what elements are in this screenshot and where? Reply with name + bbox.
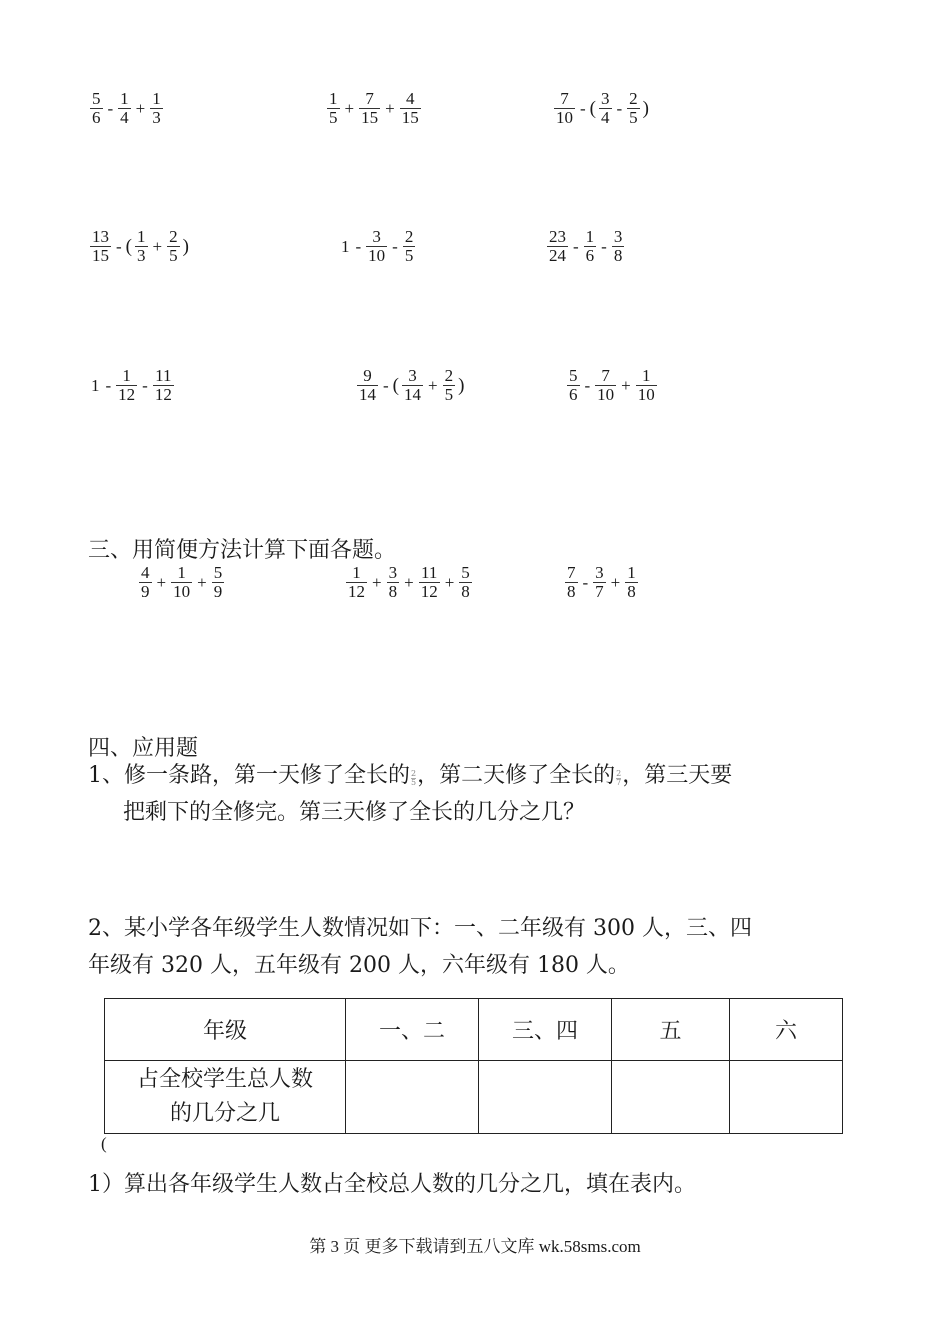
exercise-r1c1 (88, 90, 165, 127)
fraction-denominator: 5 (444, 385, 454, 404)
question-1-line-1 (88, 757, 878, 794)
fraction-denominator: 10 (173, 582, 191, 601)
fraction (387, 564, 400, 601)
answer-cell-grade-1-2[interactable] (346, 1061, 479, 1134)
fraction-denominator: 14 (359, 385, 376, 404)
exercise-s3c1 (137, 564, 226, 601)
fraction (547, 228, 568, 265)
fraction-numerator: 9 (363, 366, 372, 385)
operator: + (444, 572, 455, 592)
fraction-denominator: 12 (348, 582, 365, 601)
parenthesis: ) (182, 235, 189, 257)
operator: + (152, 236, 163, 256)
exercise-r3c3 (565, 367, 659, 404)
table-header-cell: 年级 (105, 999, 346, 1061)
fraction (627, 90, 640, 127)
operator: - (116, 236, 122, 256)
operator: - (616, 98, 623, 118)
fraction-denominator: 6 (585, 246, 595, 265)
fraction (346, 564, 367, 601)
fraction-numerator: 2 (444, 366, 454, 385)
fraction-denominator: 9 (141, 582, 150, 601)
operator: - (105, 375, 112, 395)
section-4-title: 四、应用题 (88, 736, 199, 761)
fraction (167, 228, 180, 265)
fraction-numerator: 2 (629, 89, 638, 108)
fraction (625, 564, 638, 601)
fraction-denominator: 4 (120, 108, 129, 127)
fraction-denominator: 8 (613, 246, 623, 265)
fraction-denominator: 9 (213, 582, 223, 601)
fraction (327, 90, 340, 127)
fraction (139, 564, 152, 601)
fraction-numerator: 13 (92, 227, 109, 246)
fraction-denominator: 12 (154, 385, 172, 404)
operator: + (404, 572, 414, 592)
table-header-row (105, 999, 843, 1061)
fraction-numerator: 7 (560, 89, 569, 108)
fraction (567, 367, 580, 404)
fraction (595, 367, 616, 404)
fraction-numerator: 1 (585, 227, 595, 246)
exercise-r1c3 (552, 90, 650, 127)
exercise-r3c1 (88, 367, 176, 404)
operator: - (142, 375, 148, 395)
fraction-numerator: 5 (569, 366, 578, 385)
fraction-numerator: 1 (152, 89, 161, 108)
fraction-numerator: 7 (567, 563, 576, 582)
operator: - (107, 98, 114, 118)
fraction-denominator: 10 (368, 246, 386, 265)
operator: - (601, 236, 607, 256)
fraction (366, 228, 387, 265)
operator: + (156, 572, 167, 592)
fraction (153, 367, 174, 404)
exercise-r2c1 (88, 228, 190, 265)
fraction (400, 90, 421, 127)
fraction (90, 90, 103, 127)
operator: + (197, 572, 207, 592)
fraction-numerator: 1 (329, 89, 338, 108)
table-row-label-line-2: 的几分之几 (169, 1101, 280, 1126)
fraction-numerator: 5 (92, 89, 101, 108)
fraction-denominator: 5 (411, 778, 417, 787)
operator: - (580, 98, 586, 118)
fraction-denominator: 14 (404, 385, 421, 404)
operator: + (428, 375, 438, 395)
fraction-denominator: 12 (118, 385, 136, 404)
fraction-denominator: 5 (629, 108, 638, 127)
question-2 (88, 910, 878, 984)
operator: + (135, 98, 146, 118)
parenthesis: ( (125, 235, 132, 257)
answer-cell-grade-6[interactable] (730, 1061, 843, 1134)
section-3-title: 三、用简便方法计算下面各题。 (88, 538, 397, 563)
stray-parenthesis: ( (101, 1134, 107, 1153)
integer-term: 1 (91, 375, 100, 395)
fraction (593, 564, 606, 601)
operator: - (582, 572, 589, 592)
fraction-numerator: 5 (461, 563, 470, 582)
fraction-denominator: 8 (567, 582, 576, 601)
question-2-line-2: 年级有 320 人，五年级有 200 人，六年级有 180 人。 (88, 953, 630, 978)
fraction (357, 367, 378, 404)
page-footer: 第 3 页 更多下载请到五八文库 wk.58sms.com (309, 1237, 641, 1256)
fraction-numerator: 2 (616, 769, 622, 778)
fraction-numerator: 1 (642, 366, 651, 385)
operator: - (584, 375, 591, 395)
operator: + (372, 572, 382, 592)
fraction (171, 564, 192, 601)
fraction-denominator: 10 (556, 108, 573, 127)
fraction-numerator: 2 (411, 769, 417, 778)
fraction (554, 90, 575, 127)
grade-table (104, 998, 843, 1134)
fraction-denominator: 5 (329, 108, 338, 127)
parenthesis: ( (392, 374, 399, 396)
fraction-numerator: 23 (549, 227, 566, 246)
fraction-numerator: 3 (613, 227, 623, 246)
exercise-r2c3 (545, 228, 626, 265)
fraction-numerator: 11 (155, 366, 172, 385)
fraction-denominator: 8 (388, 582, 398, 601)
fraction (402, 367, 423, 404)
fraction-denominator: 15 (401, 108, 419, 127)
table-row-label (105, 1061, 346, 1134)
fraction-denominator: 15 (92, 246, 109, 265)
exercise-r3c2 (355, 367, 465, 404)
fraction-denominator: 7 (595, 582, 604, 601)
exercise-r1c2 (325, 90, 423, 127)
fraction-numerator: 5 (213, 563, 223, 582)
fraction-denominator: 10 (597, 385, 615, 404)
exercise-s3c2 (344, 564, 474, 601)
fraction-numerator: 1 (120, 89, 129, 108)
fraction (565, 564, 578, 601)
fraction-numerator: 1 (122, 366, 131, 385)
operator: - (383, 375, 389, 395)
fraction-numerator: 7 (601, 366, 610, 385)
fraction-numerator: 3 (595, 563, 604, 582)
fraction-denominator: 6 (92, 108, 101, 127)
fraction (135, 228, 148, 265)
fraction (212, 564, 225, 601)
table-row-label-line-1: 占全校学生总人数 (136, 1067, 313, 1092)
question-1-text-b: ，第二天修了全长的 (417, 763, 616, 788)
question-1 (88, 757, 878, 831)
fraction-numerator: 4 (405, 89, 415, 108)
fraction-numerator: 1 (177, 563, 186, 582)
fraction-denominator: 7 (616, 778, 622, 787)
question-1-line-2: 把剩下的全修完。第三天修了全长的几分之几？ (123, 800, 586, 825)
fraction-denominator: 15 (361, 108, 379, 127)
fraction-numerator: 3 (601, 89, 610, 108)
fraction (359, 90, 380, 127)
fraction (459, 564, 472, 601)
fraction (116, 367, 137, 404)
fraction-two-sevenths (616, 770, 621, 787)
operator: + (344, 98, 355, 118)
fraction (90, 228, 111, 265)
fraction-denominator: 5 (404, 246, 414, 265)
fraction (403, 228, 416, 265)
fraction-numerator: 7 (365, 89, 374, 108)
table-header-cell: 三、四 (479, 999, 612, 1061)
fraction (584, 228, 597, 265)
fraction-numerator: 3 (388, 563, 398, 582)
exercise-s3c3 (563, 564, 640, 601)
operator: + (621, 375, 631, 395)
table-header-cell: 六 (730, 999, 843, 1061)
fraction-numerator: 11 (421, 563, 438, 582)
fraction (118, 90, 131, 127)
fraction-numerator: 3 (372, 227, 381, 246)
parenthesis: ( (589, 97, 596, 119)
fraction-denominator: 8 (627, 582, 636, 601)
fraction-two-fifths (411, 770, 416, 787)
fraction-denominator: 3 (137, 246, 146, 265)
question-2-line-1: 2、某小学各年级学生人数情况如下：一、二年级有 300 人，三、四 (88, 916, 752, 941)
fraction-denominator: 6 (569, 385, 578, 404)
fraction-numerator: 3 (408, 366, 417, 385)
table-header-cell: 五 (612, 999, 730, 1061)
fraction (150, 90, 163, 127)
fraction (636, 367, 657, 404)
answer-cell-grade-5[interactable] (612, 1061, 730, 1134)
question-1-text-c: ，第三天要 (622, 763, 733, 788)
operator: + (385, 98, 395, 118)
fraction-denominator: 10 (637, 385, 655, 404)
operator: + (610, 572, 621, 592)
operator: - (355, 236, 362, 256)
parenthesis: ) (458, 374, 465, 396)
fraction-denominator: 3 (152, 108, 161, 127)
fraction-denominator: 24 (549, 246, 566, 265)
fraction-numerator: 1 (137, 227, 146, 246)
fraction-numerator: 2 (404, 227, 414, 246)
table-header-cell: 一、二 (346, 999, 479, 1061)
fraction (599, 90, 612, 127)
sub-question-1: 1）算出各年级学生人数占全校总人数的几分之几，填在表内。 (88, 1172, 696, 1197)
fraction-numerator: 4 (141, 563, 150, 582)
fraction-denominator: 12 (420, 582, 438, 601)
fraction-denominator: 8 (461, 582, 470, 601)
fraction-numerator: 2 (169, 227, 178, 246)
table-row (105, 1061, 843, 1134)
fraction-denominator: 4 (601, 108, 610, 127)
exercise-r2c2 (338, 228, 417, 265)
fraction-numerator: 1 (352, 563, 361, 582)
fraction (612, 228, 625, 265)
answer-cell-grade-3-4[interactable] (479, 1061, 612, 1134)
integer-term: 1 (341, 236, 350, 256)
fraction (443, 367, 456, 404)
fraction-denominator: 5 (169, 246, 178, 265)
operator: - (392, 236, 398, 256)
operator: - (573, 236, 579, 256)
fraction (419, 564, 440, 601)
question-1-text-a: 1、修一条路，第一天修了全长的 (88, 763, 410, 788)
fraction-numerator: 1 (627, 563, 636, 582)
parenthesis: ) (642, 97, 649, 119)
